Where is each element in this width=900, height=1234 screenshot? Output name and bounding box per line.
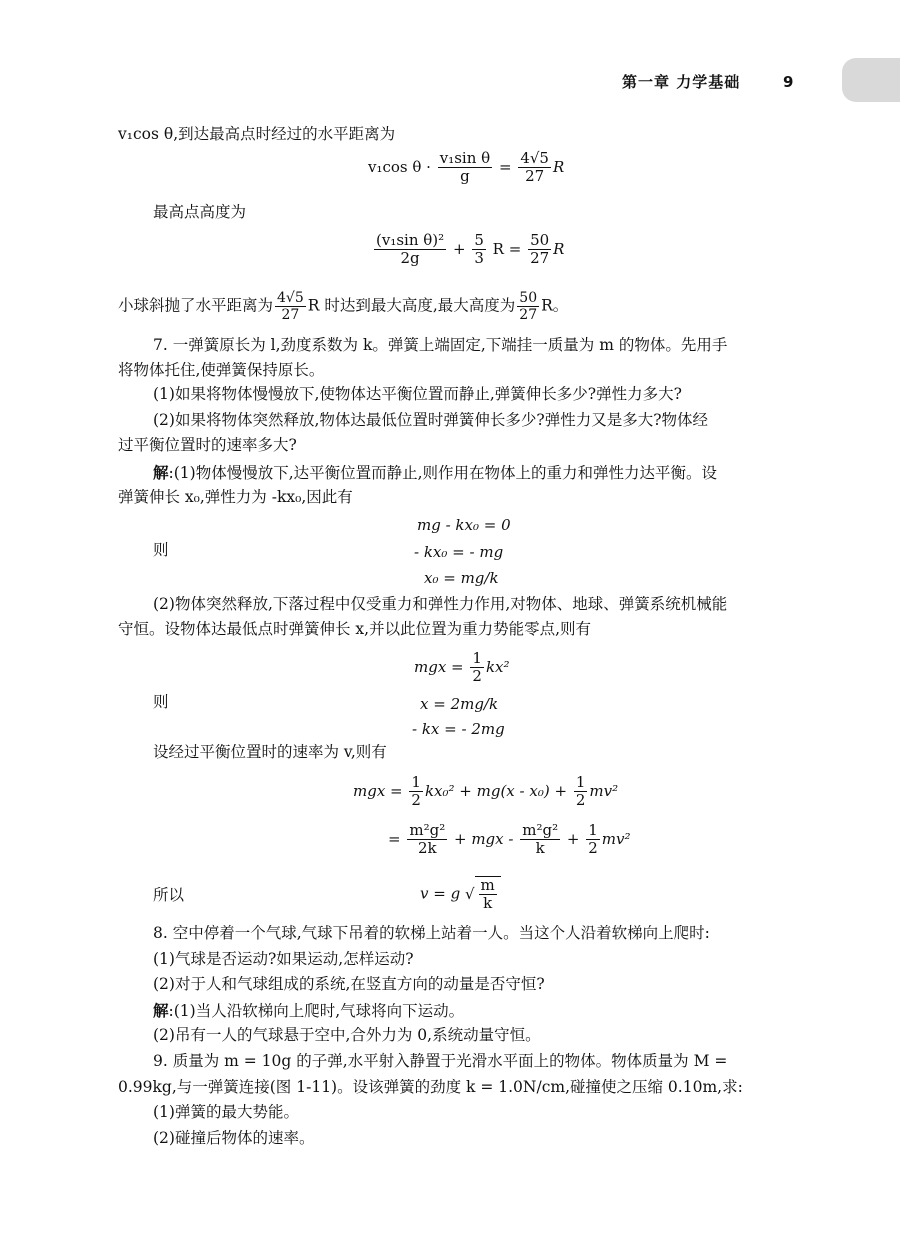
denominator: 3: [474, 249, 484, 268]
then-label: 则: [153, 541, 169, 559]
formula-part: + mgx -: [454, 829, 514, 848]
numerator: 50: [519, 290, 538, 306]
equation-velocity-1: [353, 774, 618, 810]
problem-9-line-1: 9. 质量为 m = 10g 的子弹,水平射入静置于光滑水平面上的物体。物体质量为 M =: [153, 1052, 728, 1070]
denominator: 2g: [374, 249, 446, 267]
denominator: 27: [275, 306, 306, 323]
equation-3: [424, 571, 499, 586]
problem-8: 8. 空中停着一个气球,气球下吊着的软梯上站着一人。当这个人沿着软梯向上爬时:: [153, 924, 710, 942]
denominator: 2: [588, 839, 598, 858]
denominator: 2: [411, 791, 421, 810]
formula-part: mgx =: [353, 781, 403, 800]
formula-part: +: [566, 829, 580, 848]
fraction: [517, 290, 539, 323]
formula-part: mv²: [601, 829, 631, 848]
numerator: v₁sin θ: [439, 149, 491, 167]
problem-9-q2: (2)碰撞后物体的速率。: [153, 1129, 315, 1147]
formula-part: +: [452, 239, 466, 258]
text-part: R。: [541, 296, 569, 315]
equation-text: - kx₀ = - mg: [414, 543, 504, 561]
sqrt-sign: √ $\frac{m}{k}$: [465, 876, 501, 913]
equation-1: [417, 518, 511, 533]
denominator: 27: [530, 249, 550, 268]
denominator: 2: [575, 791, 586, 810]
fraction: [470, 650, 484, 686]
equation-velocity-result: [420, 876, 501, 913]
fraction: [472, 232, 486, 268]
equation-text: x = 2mg/k: [420, 695, 499, 713]
formula-part: v₁cos θ ·: [368, 157, 431, 176]
solution-line-1: [153, 465, 717, 482]
denominator: 2k: [407, 839, 447, 857]
fraction: [374, 232, 446, 268]
problem-7-line-1: 7. 一弹簧原长为 l,劲度系数为 k。弹簧上端固定,下端挂一质量为 m 的物体。先用手: [153, 336, 728, 354]
formula-part: kx²: [485, 657, 510, 676]
formula-max-height: [372, 232, 564, 268]
problem-8-solution-2: (2)吊有一人的气球悬于空中,合外力为 0,系统动量守恒。: [153, 1026, 541, 1044]
formula-part: R =: [492, 239, 522, 258]
numerator: 4√5: [520, 149, 549, 167]
denominator: 27: [519, 307, 538, 324]
solution-line-2: 弹簧伸长 x₀,弹性力为 -kx₀,因此有: [118, 488, 353, 506]
formula-part: mv²: [589, 781, 619, 800]
numerator: 1: [472, 649, 482, 667]
fraction: [407, 822, 447, 858]
text-part: 小球斜抛了水平距离为: [118, 296, 274, 315]
solution-label: 解: [153, 1001, 169, 1020]
solution-part-2-line-2: 守恒。设物体达最低点时弹簧伸长 x,并以此位置为重力势能零点,则有: [118, 620, 592, 638]
fraction: [275, 290, 306, 323]
formula-part: R: [552, 157, 565, 176]
solution-label: 解: [153, 463, 169, 482]
text-line: 最高点高度为: [153, 203, 247, 221]
numerator: m: [480, 876, 495, 894]
numerator: 1: [411, 773, 421, 791]
numerator: m²g²: [409, 821, 446, 839]
equation-text: mg - kx₀ = 0: [417, 516, 511, 534]
chapter-title: 第一章 力学基础: [622, 73, 741, 91]
numerator: 1: [575, 773, 586, 791]
formula-part: v = g: [420, 884, 461, 903]
equation-5: [420, 697, 498, 712]
equation-text: x₀ = mg/k: [424, 569, 499, 587]
text-part: R 时达到最大高度,最大高度为: [307, 296, 516, 315]
equation-energy: [414, 650, 510, 686]
formula-horizontal-distance: [368, 150, 564, 186]
page-edge-tab: [842, 58, 900, 102]
problem-7-line-2: 将物体托住,使弹簧保持原长。: [118, 361, 325, 379]
page-number: 9: [783, 73, 795, 91]
numerator: 50: [530, 231, 550, 249]
denominator: g: [438, 167, 492, 185]
problem-8-q1: (1)气球是否运动?如果运动,怎样运动?: [153, 950, 414, 968]
text-part: :(1)当人沿软梯向上爬时,气球将向下运动。: [168, 1002, 465, 1020]
problem-9-line-2: 0.99kg,与一弹簧连接(图 1-11)。设该弹簧的劲度 k = 1.0N/cm,碰撞使之压缩 0.10m,求:: [118, 1078, 743, 1096]
solution-part-2-line-1: (2)物体突然释放,下落过程中仅受重力和弹性力作用,对物体、地球、弹簧系统机械能: [153, 595, 728, 613]
denominator: k: [479, 894, 497, 912]
so-label: 所以: [153, 886, 185, 904]
formula-part: mgx =: [414, 657, 464, 676]
fraction: [409, 774, 423, 810]
text-part: :(1)物体慢慢放下,达平衡位置而静止,则作用在物体上的重力和弹性力达平衡。设: [168, 464, 718, 482]
denominator: 27: [518, 167, 551, 185]
denominator: k: [520, 839, 560, 857]
question-2-line-1: (2)如果将物体突然释放,物体达最低位置时弹簧伸长多少?弹性力又是多大?物体经: [153, 411, 709, 429]
numerator: m²g²: [522, 821, 559, 839]
numerator: 5: [474, 231, 484, 249]
equation-text: - kx = - 2mg: [412, 720, 505, 738]
formula-part: R: [553, 239, 565, 258]
velocity-intro: 设经过平衡位置时的速率为 v,则有: [153, 743, 387, 761]
problem-8-q2: (2)对于人和气球组成的系统,在竖直方向的动量是否守恒?: [153, 975, 545, 993]
text-line: v₁cos θ,到达最高点时经过的水平距离为: [118, 125, 396, 143]
text-line-summary: [118, 290, 568, 323]
formula-part: =: [498, 157, 512, 176]
fraction: [438, 150, 492, 186]
equation-2: [414, 545, 503, 560]
numerator: (v₁sin θ)²: [376, 231, 445, 249]
fraction: [479, 877, 497, 913]
fraction: [586, 822, 600, 858]
question-1: (1)如果将物体慢慢放下,使物体达平衡位置而静止,弹簧伸长多少?弹性力多大?: [153, 385, 682, 403]
fraction: [528, 232, 551, 268]
fraction: [520, 822, 560, 858]
equation-6: [412, 722, 505, 737]
problem-8-solution-1: [153, 1003, 464, 1020]
numerator: 1: [588, 821, 598, 839]
equation-velocity-2: [388, 822, 631, 858]
then-label: 则: [153, 693, 169, 711]
numerator: 4√5: [277, 290, 304, 306]
fraction: [518, 150, 551, 186]
question-2-line-2: 过平衡位置时的速率多大?: [118, 436, 297, 454]
denominator: 2: [472, 667, 482, 686]
fraction: [574, 774, 588, 810]
problem-9-q1: (1)弹簧的最大势能。: [153, 1103, 299, 1121]
formula-part: =: [388, 829, 401, 848]
formula-part: kx₀² + mg(x - x₀) +: [424, 781, 568, 800]
